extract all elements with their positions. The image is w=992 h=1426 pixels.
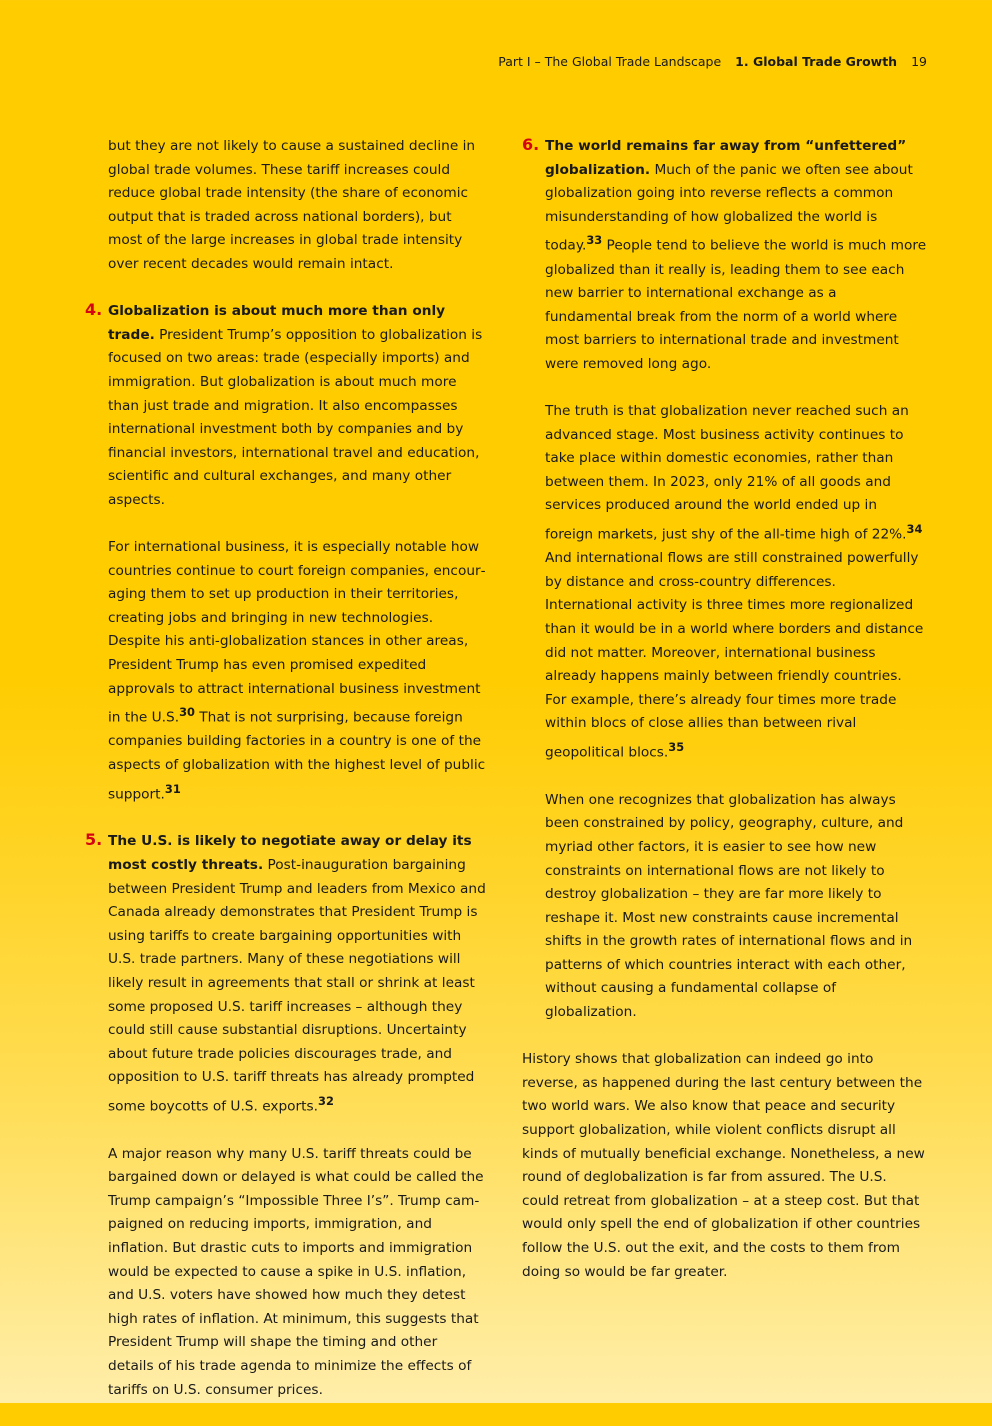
item-paragraph <box>108 830 487 1119</box>
footnote-marker[interactable]: 35 <box>668 739 685 754</box>
item-body: Much of the panic we often see about globalization going into reverse reflects a common misunderstanding of how globalized the world is today. <box>545 161 913 254</box>
footnote-marker[interactable]: 32 <box>318 1093 334 1108</box>
intro-paragraph: but they are not likely to cause a sustained decline in global trade volumes. These tariff increases could reduce global trade intensity (the share of economic output that is traded across national borders), but most of the large increases in global trade intensity over recent decades would remain intact. <box>108 138 476 272</box>
list-number: 6. <box>522 135 540 154</box>
list-number: 4. <box>85 300 103 320</box>
running-header <box>498 54 927 69</box>
item-body: That is not surprising, because foreign companies building factories in a country is one of the aspects of globalization with the highest level of public support. <box>108 709 486 803</box>
item-paragraph <box>545 400 927 765</box>
item-body: And international flows are still constrained powerfully by distance and cross-country differences. International activity is three times more regionalized than it would be in a world where borders and distance did not matter. Moreover, international business already happens mainly between friendly countries. For example, there’s already four times more trade within blocs of close allies than between rival geopolitical blocs. <box>545 550 924 761</box>
item-paragraph: When one recognizes that globalization has always been constrained by policy, geography, culture, and myriad other factors, it is easier to see how new constraints on international flows are not likely to destroy globalization – they are far more likely to reshape it. Most new constraints cause incremental shifts in the growth rates of international flows and in patterns of which countries interact with each other, without causing a fundamental collapse of globalization. <box>545 791 913 1021</box>
footnote-marker[interactable]: 34 <box>906 522 923 537</box>
item-body: Post-inauguration bargaining between President Trump and leaders from Mexico and Canada already demonstrates that President Trump is using tariffs to create bargaining opportunities with U.S. trade partners. Many of these negotiations will likely result in agreements that stall or shrink at least some proposed U.S. tariff increases – although they could still cause substantial disruptions. Uncertainty about future trade policies discourages trade, and opposition to U.S. tariff threats has already prompted some boycotts of U.S. exports. <box>108 856 486 1115</box>
item-paragraph <box>108 300 487 512</box>
left-column <box>85 135 487 1426</box>
item-heading: The U.S. is likely to negotiate away or delay its most costly threats. <box>108 833 472 873</box>
item-paragraph <box>108 536 487 807</box>
footnote-marker[interactable]: 31 <box>164 781 181 796</box>
header-chapter-title: 1. Global Trade Growth <box>735 54 898 69</box>
list-item-5 <box>85 830 487 1402</box>
item-heading: The world remains far away from “unfettered” globalization. <box>545 138 907 178</box>
list-item-6 <box>522 135 927 1025</box>
right-column <box>522 135 927 1308</box>
list-number: 5. <box>85 830 103 850</box>
header-part-label: Part I – The Global Trade Landscape <box>498 54 722 69</box>
footnote-marker[interactable]: 30 <box>179 705 195 720</box>
item-paragraph: A major reason why many U.S. tariff threats could be bargained down or delayed is what could be called the Trump campaign’s “Impossible Three I’s”. Trump campaigned on reducing imports, immigration, and inflation. But drastic cuts to imports and immigration would be expected to cause a spike in U.S. inflation, and U.S. voters have showed how much they detest high rates of inflation. At minimum, this suggests that President Trump will shape the timing and other details of his trade agenda to minimize the effects of tariffs on U.S. consumer prices. <box>108 1145 484 1398</box>
item-body: People tend to believe the world is much more globalized than it really is, leading them to see each new barrier to international exchange as a fundamental break from the norm of a world where most barriers to international trade and investment were removed long ago. <box>545 237 927 372</box>
item-body: For international business, it is especially notable how countries continue to court foreign companies, encouraging them to set up production in their territories, creating jobs and bringing in new technologies. Despite his anti-globalization stances in other areas, President Trump has even promised expedited approvals to attract international business investment in the U.S. <box>108 539 486 726</box>
item-body: The truth is that globalization never reached such an advanced stage. Most business activity continues to take place within domestic economies, rather than between them. In 2023, only 21% of all goods and services produced around the world ended up in foreign markets, just shy of the all-time high of 22%. <box>545 403 909 543</box>
item-body: President Trump’s opposition to globalization is focused on two areas: trade (especially imports) and immigration. But globalization is about much more than just trade and migration. It also encompasses international investment both by companies and by financial investors, international travel and education, scientific and cultural exchanges, and many other aspects. <box>108 326 483 508</box>
page-number: 19 <box>911 54 927 69</box>
list-item-4 <box>85 300 487 807</box>
footnote-marker[interactable]: 33 <box>586 233 603 248</box>
closing-paragraph: History shows that globalization can indeed go into reverse, as happened during the last century between the two world wars. We also know that peace and security support globalization, while violent conflicts disrupt all kinds of mutually beneficial exchange. Nonetheless, a new round of deglobalization is far from assured. The U.S. could retreat from globalization – at a steep cost. But that would only spell the end of globalization if other countries follow the U.S. out the exit, and the costs to them from doing so would be far greater. <box>522 1051 925 1280</box>
item-paragraph <box>545 135 927 377</box>
item-heading: Globalization is about much more than only trade. <box>108 303 446 343</box>
